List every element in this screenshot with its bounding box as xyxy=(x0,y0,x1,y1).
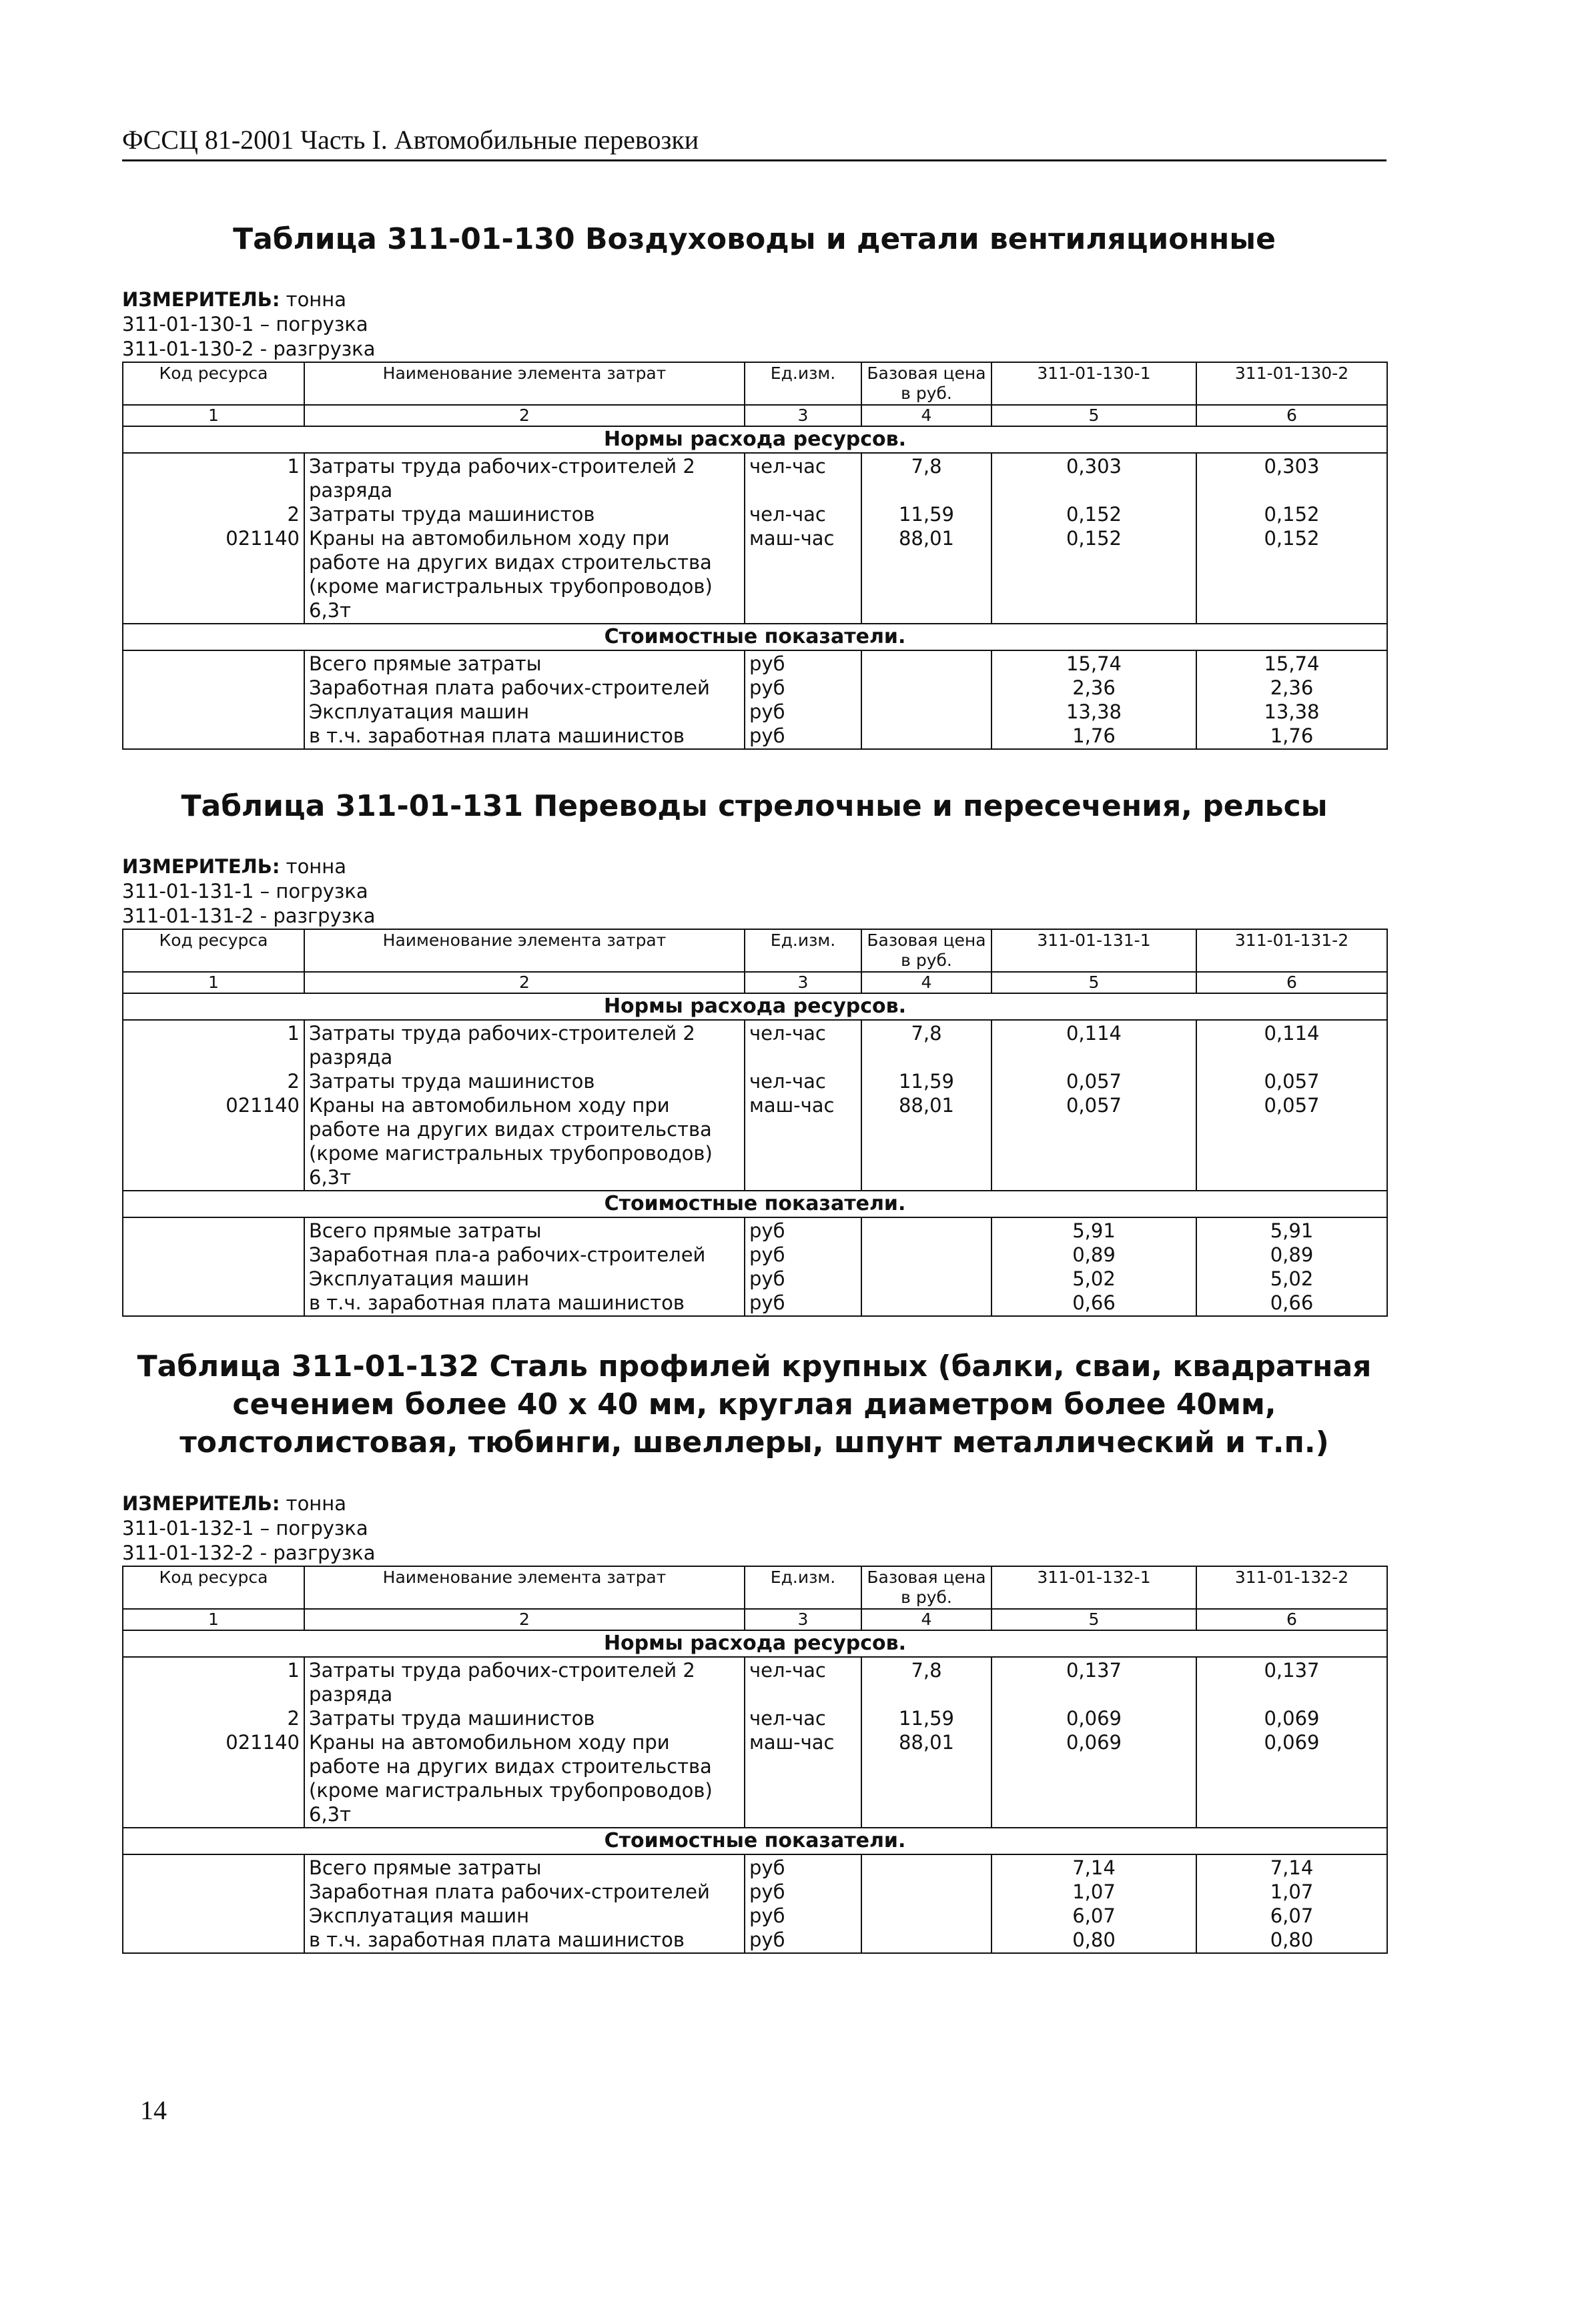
resource-values-2 xyxy=(1196,453,1387,624)
cost-code-empty xyxy=(123,1217,304,1316)
resource-value: 0,152 xyxy=(1066,527,1122,550)
cost-value: 7,14 xyxy=(1270,1856,1314,1879)
resource-codes xyxy=(123,1657,304,1828)
resource-code: 1 xyxy=(287,1022,300,1045)
page-number: 14 xyxy=(140,2095,167,2125)
resource-name: Краны на автомобильном ходу при работе на других видах строительства (кроме магистральных трубопроводов) 6,3т xyxy=(309,527,713,622)
resource-value: 0,057 xyxy=(1264,1094,1320,1117)
measure-value: тонна xyxy=(286,855,346,879)
cost-unit: руб xyxy=(749,1880,785,1903)
resource-unit: чел-час xyxy=(749,503,826,526)
norms-banner-row xyxy=(123,426,1387,453)
cost-value: 7,14 xyxy=(1072,1856,1116,1879)
header-cell: 311-01-132-2 xyxy=(1196,1566,1387,1609)
resource-unit: чел-час xyxy=(749,1070,826,1093)
variant-1: 311-01-130-1 – погрузка xyxy=(122,313,368,336)
header-cell: 311-01-131-2 xyxy=(1196,929,1387,972)
resource-value: 0,152 xyxy=(1264,503,1320,526)
resource-value: 0,069 xyxy=(1066,1706,1122,1730)
column-number: 3 xyxy=(745,405,861,426)
spacer xyxy=(1201,1045,1382,1069)
resource-name: Затраты труда рабочих-строителей 2 разряда xyxy=(309,1022,695,1069)
header-cell: Базовая цена в руб. xyxy=(861,1566,992,1609)
resource-prices xyxy=(861,1020,992,1191)
resource-price: 7,8 xyxy=(911,1658,942,1682)
resource-name: Затраты труда машинистов xyxy=(309,1706,595,1730)
resource-prices xyxy=(861,453,992,624)
cost-banner: Стоимостные показатели. xyxy=(123,1828,1387,1854)
resource-names xyxy=(304,1020,745,1191)
resource-value: 0,114 xyxy=(1264,1022,1320,1045)
table-title: Таблица 311-01-132 Сталь профилей крупных (балки, сваи, квадратная сечением более 40 х 40 мм, круглая диаметром более 40мм, толстолистовая, тюбинги, швеллеры, шпунт металлический и т.п.) xyxy=(137,1349,1372,1460)
resource-block xyxy=(123,1020,1387,1191)
cost-block xyxy=(123,1854,1387,1953)
resource-code: 2 xyxy=(287,1070,300,1093)
cost-name: Всего прямые затраты xyxy=(309,1219,542,1243)
cost-value: 5,91 xyxy=(1072,1219,1116,1243)
cost-names xyxy=(304,1217,745,1316)
spacer xyxy=(1201,1682,1382,1706)
header-cell: 311-01-130-1 xyxy=(992,362,1196,405)
spacer xyxy=(749,478,857,502)
cost-value: 6,07 xyxy=(1270,1904,1314,1927)
cost-values-2 xyxy=(1196,650,1387,749)
spacer xyxy=(866,1045,987,1069)
cost-values-1 xyxy=(992,1217,1196,1316)
cost-unit: руб xyxy=(749,652,785,676)
resource-values-1 xyxy=(992,1020,1196,1191)
cost-unit: руб xyxy=(749,1904,785,1927)
cost-value: 15,74 xyxy=(1066,652,1122,676)
resource-code: 1 xyxy=(287,455,300,478)
variant-2: 311-01-132-2 - разгрузка xyxy=(122,1541,376,1564)
resource-value: 0,057 xyxy=(1066,1094,1122,1117)
cost-value: 1,76 xyxy=(1270,724,1314,748)
measure-block xyxy=(122,287,1387,362)
resource-price: 11,59 xyxy=(898,503,955,526)
measure-block xyxy=(122,854,1387,929)
table-title: Таблица 311-01-130 Воздуховоды и детали вентиляционные xyxy=(233,222,1276,256)
spacer xyxy=(127,1045,300,1069)
resource-values-1 xyxy=(992,453,1196,624)
resource-name: Краны на автомобильном ходу при работе на других видах строительства (кроме магистральных трубопроводов) 6,3т xyxy=(309,1094,713,1189)
header-cell: Базовая цена в руб. xyxy=(861,362,992,405)
table-section xyxy=(122,220,1387,750)
column-number: 5 xyxy=(992,1609,1196,1630)
cost-price-empty xyxy=(861,1854,992,1953)
cost-name: Заработная плата рабочих-строителей xyxy=(309,676,710,700)
resource-codes xyxy=(123,1020,304,1191)
resource-unit: чел-час xyxy=(749,1022,826,1045)
resource-price: 11,59 xyxy=(898,1706,955,1730)
cost-value: 0,66 xyxy=(1270,1291,1314,1315)
resource-price: 7,8 xyxy=(911,1022,942,1045)
cost-names xyxy=(304,650,745,749)
variant-1: 311-01-131-1 – погрузка xyxy=(122,880,368,903)
resource-values-2 xyxy=(1196,1020,1387,1191)
header-cell: Наименование элемента затрат xyxy=(304,1566,745,1609)
column-number: 6 xyxy=(1196,405,1387,426)
header-cell: Ед.изм. xyxy=(745,1566,861,1609)
header-cell: Ед.изм. xyxy=(745,362,861,405)
cost-unit: руб xyxy=(749,676,785,700)
resource-value: 0,069 xyxy=(1264,1706,1320,1730)
header-cell: Наименование элемента затрат xyxy=(304,929,745,972)
cost-price-empty xyxy=(861,650,992,749)
cost-value: 15,74 xyxy=(1264,652,1320,676)
resource-name: Затраты труда машинистов xyxy=(309,1070,595,1093)
header-cell: Код ресурса xyxy=(123,362,304,405)
resource-value: 0,152 xyxy=(1264,527,1320,550)
resource-unit: чел-час xyxy=(749,455,826,478)
cost-banner-row xyxy=(123,1828,1387,1854)
cost-value: 1,76 xyxy=(1072,724,1116,748)
cost-name: Всего прямые затраты xyxy=(309,1856,542,1879)
spacer xyxy=(749,1682,857,1706)
measure-block xyxy=(122,1492,1387,1566)
norms-banner-row xyxy=(123,993,1387,1020)
cost-unit: руб xyxy=(749,1291,785,1315)
resource-price: 7,8 xyxy=(911,455,942,478)
cost-values-1 xyxy=(992,1854,1196,1953)
cost-banner: Стоимостные показатели. xyxy=(123,1191,1387,1217)
column-number: 1 xyxy=(123,972,304,993)
resource-values-2 xyxy=(1196,1657,1387,1828)
cost-name: Эксплуатация машин xyxy=(309,700,530,724)
cost-value: 0,80 xyxy=(1072,1928,1116,1951)
resource-names xyxy=(304,1657,745,1828)
cost-units xyxy=(745,1217,861,1316)
header-row xyxy=(123,362,1387,405)
resource-name: Затраты труда машинистов xyxy=(309,503,595,526)
cost-price-empty xyxy=(861,1217,992,1316)
cost-value: 5,02 xyxy=(1072,1267,1116,1291)
resource-value: 0,114 xyxy=(1066,1022,1122,1045)
cost-value: 5,91 xyxy=(1270,1219,1314,1243)
cost-unit: руб xyxy=(749,700,785,724)
resource-price: 88,01 xyxy=(898,1094,955,1117)
column-number: 4 xyxy=(861,405,992,426)
cost-value: 0,80 xyxy=(1270,1928,1314,1951)
measure-label: ИЗМЕРИТЕЛЬ: xyxy=(122,855,280,879)
cost-value: 13,38 xyxy=(1066,700,1122,724)
spacer xyxy=(1201,478,1382,502)
resource-value: 0,137 xyxy=(1264,1658,1320,1682)
resource-price: 88,01 xyxy=(898,527,955,550)
norms-table xyxy=(122,929,1388,1317)
resource-units xyxy=(745,1657,861,1828)
variant-2: 311-01-131-2 - разгрузка xyxy=(122,905,376,928)
header-cell: Базовая цена в руб. xyxy=(861,929,992,972)
cost-code-empty xyxy=(123,650,304,749)
column-number: 4 xyxy=(861,1609,992,1630)
cost-name: Эксплуатация машин xyxy=(309,1267,530,1291)
cost-value: 0,66 xyxy=(1072,1291,1116,1315)
measure-value: тонна xyxy=(286,288,346,312)
resource-code: 1 xyxy=(287,1658,300,1682)
resource-price: 11,59 xyxy=(898,1070,955,1093)
resource-code: 021140 xyxy=(226,527,300,550)
column-number: 2 xyxy=(304,405,745,426)
cost-block xyxy=(123,650,1387,749)
measure-label: ИЗМЕРИТЕЛЬ: xyxy=(122,1492,280,1515)
norms-banner: Нормы расхода ресурсов. xyxy=(123,993,1387,1020)
header-cell: 311-01-131-1 xyxy=(992,929,1196,972)
norms-table xyxy=(122,362,1388,750)
table-section xyxy=(122,1347,1387,1954)
resource-value: 0,057 xyxy=(1264,1070,1320,1093)
resource-unit: маш-час xyxy=(749,527,835,550)
table-section xyxy=(122,787,1387,1317)
resource-name: Краны на автомобильном ходу при работе на других видах строительства (кроме магистральных трубопроводов) 6,3т xyxy=(309,1730,713,1826)
spacer xyxy=(127,478,300,502)
cost-code-empty xyxy=(123,1854,304,1953)
header-row xyxy=(123,929,1387,972)
resource-unit: чел-час xyxy=(749,1658,826,1682)
column-number-row xyxy=(123,972,1387,993)
spacer xyxy=(127,1682,300,1706)
resource-code: 021140 xyxy=(226,1094,300,1117)
column-number: 6 xyxy=(1196,1609,1387,1630)
cost-block xyxy=(123,1217,1387,1316)
cost-unit: руб xyxy=(749,1928,785,1951)
resource-unit: маш-час xyxy=(749,1730,835,1754)
norms-banner-row xyxy=(123,1630,1387,1657)
cost-banner-row xyxy=(123,624,1387,650)
cost-unit: руб xyxy=(749,1219,785,1243)
cost-units xyxy=(745,1854,861,1953)
cost-unit: руб xyxy=(749,1856,785,1879)
cost-unit: руб xyxy=(749,724,785,748)
cost-name: в т.ч. заработная плата машинистов xyxy=(309,724,685,748)
table-title: Таблица 311-01-131 Переводы стрелочные и пересечения, рельсы xyxy=(181,789,1328,823)
spacer xyxy=(749,1045,857,1069)
column-number: 3 xyxy=(745,1609,861,1630)
column-number: 2 xyxy=(304,1609,745,1630)
resource-units xyxy=(745,1020,861,1191)
resource-unit: чел-час xyxy=(749,1706,826,1730)
running-head: ФССЦ 81-2001 Часть I. Автомобильные перевозки xyxy=(122,124,1387,161)
resource-value: 0,152 xyxy=(1066,503,1122,526)
header-cell: Наименование элемента затрат xyxy=(304,362,745,405)
spacer xyxy=(996,478,1192,502)
resource-value: 0,057 xyxy=(1066,1070,1122,1093)
cost-value: 6,07 xyxy=(1072,1904,1116,1927)
cost-value: 13,38 xyxy=(1264,700,1320,724)
norms-table xyxy=(122,1566,1388,1954)
spacer xyxy=(996,1045,1192,1069)
cost-name: в т.ч. заработная плата машинистов xyxy=(309,1928,685,1951)
header-cell: 311-01-130-2 xyxy=(1196,362,1387,405)
resource-price: 88,01 xyxy=(898,1730,955,1754)
cost-banner: Стоимостные показатели. xyxy=(123,624,1387,650)
resource-block xyxy=(123,453,1387,624)
cost-name: Всего прямые затраты xyxy=(309,652,542,676)
cost-banner-row xyxy=(123,1191,1387,1217)
variant-2: 311-01-130-2 - разгрузка xyxy=(122,338,376,361)
resource-code: 2 xyxy=(287,503,300,526)
resource-prices xyxy=(861,1657,992,1828)
header-cell: 311-01-132-1 xyxy=(992,1566,1196,1609)
cost-values-2 xyxy=(1196,1854,1387,1953)
variant-1: 311-01-132-1 – погрузка xyxy=(122,1516,368,1540)
cost-value: 2,36 xyxy=(1270,676,1314,700)
norms-banner: Нормы расхода ресурсов. xyxy=(123,1630,1387,1657)
cost-value: 1,07 xyxy=(1072,1880,1116,1903)
cost-unit: руб xyxy=(749,1267,785,1291)
column-number: 5 xyxy=(992,972,1196,993)
resource-value: 0,069 xyxy=(1264,1730,1320,1754)
cost-values-1 xyxy=(992,650,1196,749)
column-number: 4 xyxy=(861,972,992,993)
resource-values-1 xyxy=(992,1657,1196,1828)
column-number: 3 xyxy=(745,972,861,993)
cost-name: Заработная пла-а рабочих-строителей xyxy=(309,1243,706,1267)
column-number-row xyxy=(123,405,1387,426)
resource-block xyxy=(123,1657,1387,1828)
resource-unit: маш-час xyxy=(749,1094,835,1117)
norms-banner: Нормы расхода ресурсов. xyxy=(123,426,1387,453)
header-cell: Код ресурса xyxy=(123,1566,304,1609)
cost-value: 5,02 xyxy=(1270,1267,1314,1291)
cost-name: Заработная плата рабочих-строителей xyxy=(309,1880,710,1903)
resource-value: 0,069 xyxy=(1066,1730,1122,1754)
column-number-row xyxy=(123,1609,1387,1630)
resource-code: 2 xyxy=(287,1706,300,1730)
measure-label: ИЗМЕРИТЕЛЬ: xyxy=(122,288,280,312)
resource-name: Затраты труда рабочих-строителей 2 разряда xyxy=(309,1658,695,1706)
resource-name: Затраты труда рабочих-строителей 2 разряда xyxy=(309,455,695,502)
resource-value: 0,303 xyxy=(1264,455,1320,478)
cost-value: 0,89 xyxy=(1072,1243,1116,1267)
resource-value: 0,137 xyxy=(1066,1658,1122,1682)
cost-unit: руб xyxy=(749,1243,785,1267)
cost-value: 0,89 xyxy=(1270,1243,1314,1267)
cost-name: в т.ч. заработная плата машинистов xyxy=(309,1291,685,1315)
cost-names xyxy=(304,1854,745,1953)
spacer xyxy=(996,1682,1192,1706)
cost-units xyxy=(745,650,861,749)
spacer xyxy=(866,478,987,502)
column-number: 5 xyxy=(992,405,1196,426)
column-number: 2 xyxy=(304,972,745,993)
resource-codes xyxy=(123,453,304,624)
spacer xyxy=(866,1682,987,1706)
header-row xyxy=(123,1566,1387,1609)
resource-units xyxy=(745,453,861,624)
cost-value: 1,07 xyxy=(1270,1880,1314,1903)
resource-value: 0,303 xyxy=(1066,455,1122,478)
header-cell: Ед.изм. xyxy=(745,929,861,972)
resource-names xyxy=(304,453,745,624)
column-number: 6 xyxy=(1196,972,1387,993)
cost-name: Эксплуатация машин xyxy=(309,1904,530,1927)
column-number: 1 xyxy=(123,405,304,426)
resource-code: 021140 xyxy=(226,1730,300,1754)
header-cell: Код ресурса xyxy=(123,929,304,972)
measure-value: тонна xyxy=(286,1492,346,1515)
column-number: 1 xyxy=(123,1609,304,1630)
cost-values-2 xyxy=(1196,1217,1387,1316)
cost-value: 2,36 xyxy=(1072,676,1116,700)
